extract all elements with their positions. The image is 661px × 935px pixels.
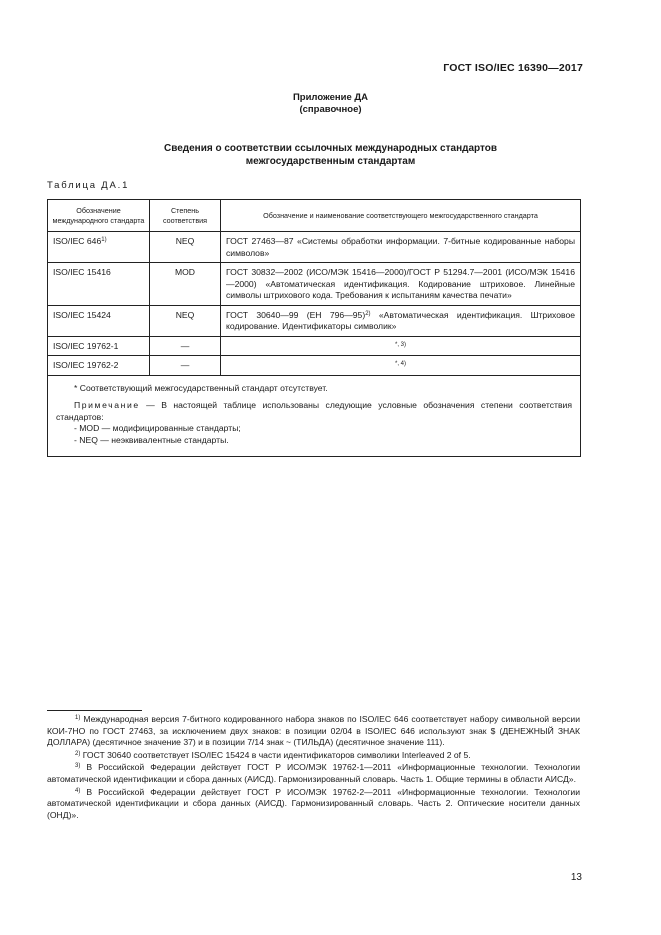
footnote-ref: *, 3) — [394, 341, 406, 348]
footnote: $^{1)}$ Международная версия 7-битного кодированного набора знаков по ISO/IEC 646 соответствует набору символьной версии КОИ-7НО по ГОСТ 27463, за исключением двух знаков: в позиции 02/04 в ISO/IEC 646 используют знак $ (ДЕНЕЖНЫЙ ЗНАК ДОЛЛАРА) (десятичное значение 37) и в позиции 7/14 знак ~ (ТИЛЬДА) (десятичное значение 111). — [47, 714, 580, 748]
cell-intl-standard: ISO/IEC 15424 — [48, 305, 150, 336]
main-title-line-1: Сведения о соответствии ссылочных международных стандартов — [163, 143, 498, 154]
asterisk-note: * Соответствующий межгосударственный стандарт отсутствует. — [74, 382, 328, 393]
table-row — [48, 263, 581, 306]
table-label: Таблица ДА.1 — [47, 180, 130, 191]
table-row — [48, 232, 581, 263]
footnote: $^{3)}$ В Российской Федерации действует ГОСТ Р ИСО/МЭК 19762-1—2011 «Информационные технологии. Технологии автоматической идентификации и сбора данных (АИСД). Гармонизированный словарь. Часть 1. Общие термины в области АИСД». — [47, 762, 580, 784]
footnote-ref: *, 4) — [394, 361, 406, 367]
footnote-divider — [47, 710, 142, 711]
cell-degree: MOD — [150, 263, 221, 306]
main-title-line-2: межгосударственным стандартам — [245, 156, 416, 167]
footnote: $^{4)}$ В Российской Федерации действует ГОСТ Р ИСО/МЭК 19762-2—2011 «Информационные технологии. Технологии автоматической идентификации и сбора данных (АИСД). Гармонизированный словарь. Часть 2. Оптические носители данных (ОНД)». — [47, 786, 580, 820]
note-label: Примечание — [74, 400, 140, 410]
cell-interstate-standard: ГОСТ 30640—99 (ЕН 796—95)$^{2)}$ «Автоматическая идентификация. Штриховое кодирование. Идентификаторы символик» — [221, 305, 581, 336]
cell-intl-standard: ISO/IEC 19762-2 — [48, 356, 150, 376]
table-row — [48, 305, 581, 336]
table-notes-row — [48, 375, 581, 457]
standard-code-header: ГОСТ ISO/IEC 16390—2017 — [443, 62, 583, 74]
table-row — [48, 336, 581, 356]
footnote-ref: 2) — [365, 310, 371, 317]
header-intl-standard: Обозначение международного стандарта — [48, 200, 150, 232]
cell-interstate-standard: ГОСТ 27463—87 «Системы обработки информации. 7-битные кодированные наборы символов» — [221, 232, 581, 263]
cell-interstate-standard: ГОСТ 30832—2002 (ИСО/МЭК 15416—2000)/ГОСТ Р 51294.7—2001 (ИСО/МЭК 15416—2000) «Автоматическая идентификация. Кодирование штриховое. Линейные символы штрихового кода. Требования к испытаниям качества печати» — [221, 263, 581, 306]
annex-title: Приложение ДА — [292, 92, 369, 103]
footnote: $^{2)}$ ГОСТ 30640 соответствует ISO/IEC 15424 в части идентификаторов символики Interleaved 2 of 5. — [75, 749, 471, 760]
table-header-row — [48, 200, 581, 232]
cell-degree: — — [150, 336, 221, 356]
footnote-ref: 1) — [101, 237, 107, 243]
cell-degree: NEQ — [150, 232, 221, 263]
cell-interstate-standard — [221, 336, 581, 356]
list-item: - MOD — модифицированные стандарты; — [74, 423, 241, 433]
correspondence-table-wrapper — [47, 199, 580, 457]
header-interstate-standard: Обозначение и наименование соответствующего межгосударственного стандарта — [221, 200, 581, 232]
footnotes — [47, 714, 580, 822]
list-item: - NEQ — неэквивалентные стандарты. — [74, 434, 229, 445]
cell-intl-standard: ISO/IEC 15416 — [48, 263, 150, 306]
table-notes — [48, 375, 581, 457]
annex-heading — [0, 92, 661, 116]
page-number: 13 — [570, 872, 582, 883]
cell-degree: — — [150, 356, 221, 376]
correspondence-table — [47, 199, 581, 457]
cell-interstate-standard — [221, 356, 581, 376]
header-degree: Степень соответствия — [150, 200, 221, 232]
main-title — [0, 142, 661, 168]
cell-intl-standard: ISO/IEC 646$^{1)}$ — [48, 232, 150, 263]
cell-intl-standard: ISO/IEC 19762-1 — [48, 336, 150, 356]
cell-degree: NEQ — [150, 305, 221, 336]
note-text: — В настоящей таблице использованы следующие условные обозначения степени соответствия стандартов: — [56, 400, 572, 422]
table-row — [48, 356, 581, 376]
note-paragraph — [56, 400, 572, 423]
annex-subtitle: (справочное) — [299, 104, 362, 115]
